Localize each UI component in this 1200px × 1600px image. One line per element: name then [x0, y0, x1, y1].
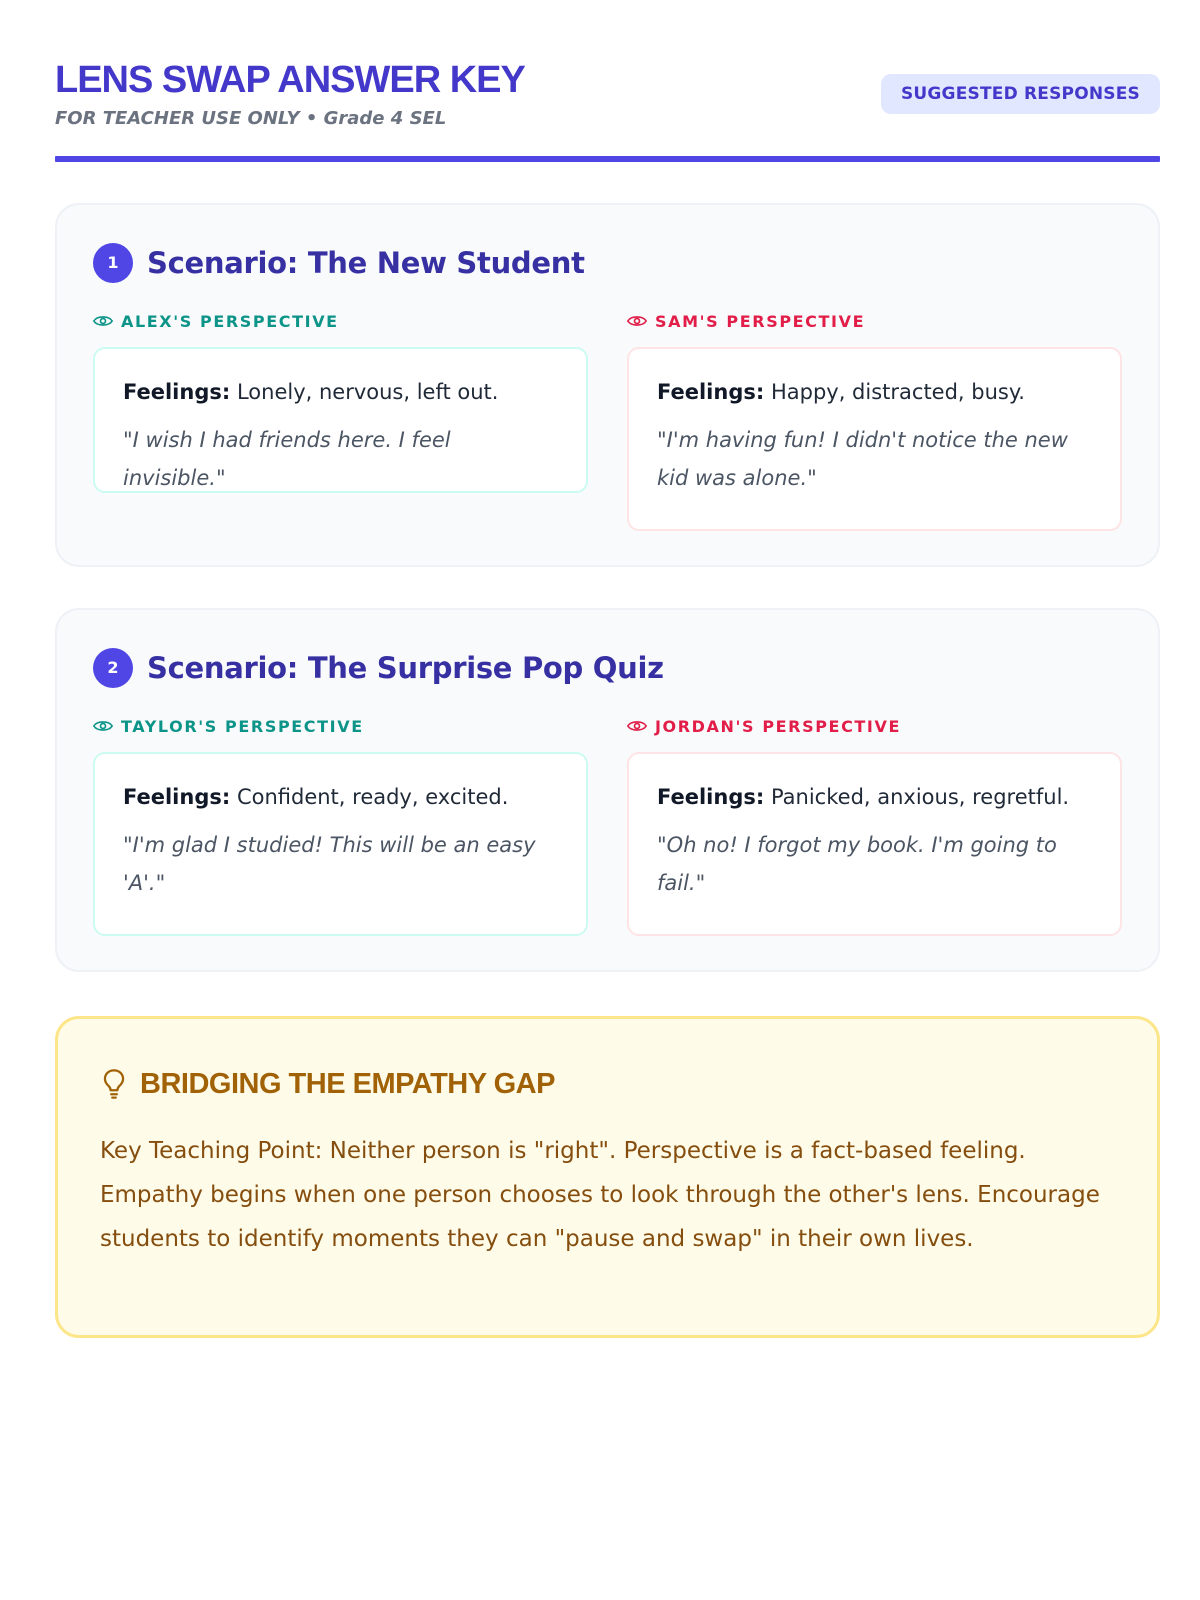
perspective-label-right — [627, 716, 901, 736]
scenario-number-badge: 1 — [93, 243, 133, 283]
perspective-card-left — [93, 752, 588, 936]
feelings-line — [123, 377, 558, 407]
tip-title: BRIDGING THE EMPATHY GAP — [140, 1067, 555, 1100]
feelings-label: Feelings: — [657, 380, 765, 404]
scenario-number-badge: 2 — [93, 648, 133, 688]
scenario-title: Scenario: The Surprise Pop Quiz — [147, 651, 664, 685]
perspective-quote: "I'm having fun! I didn't notice the new kid was alone." — [657, 428, 1068, 490]
perspective-card-right — [627, 752, 1122, 936]
page-title: LENS SWAP ANSWER KEY — [55, 59, 525, 101]
feelings-label: Feelings: — [123, 785, 231, 809]
perspective-label-left — [93, 716, 364, 736]
feelings-label: Feelings: — [123, 380, 231, 404]
tip-heading — [100, 1067, 555, 1101]
scenario-title: Scenario: The New Student — [147, 246, 585, 280]
eye-icon — [93, 718, 113, 734]
page-subtitle: FOR TEACHER USE ONLY • Grade 4 SEL — [55, 108, 447, 129]
scenario-heading — [93, 243, 585, 283]
eye-icon — [93, 313, 113, 329]
page-header — [55, 58, 1160, 162]
feelings-line — [657, 377, 1092, 407]
perspective-quote: "I wish I had friends here. I feel invisible." — [123, 428, 451, 490]
feelings-line — [123, 782, 558, 812]
eye-icon — [627, 313, 647, 329]
perspective-label-text: SAM'S PERSPECTIVE — [655, 311, 866, 331]
perspective-quote: "Oh no! I forgot my book. I'm going to fail." — [657, 833, 1057, 895]
perspective-label-left — [93, 311, 339, 331]
perspective-card-left — [93, 347, 588, 493]
perspective-label-right — [627, 311, 865, 331]
perspective-card-right — [627, 347, 1122, 531]
perspective-label-text: JORDAN'S PERSPECTIVE — [655, 716, 901, 736]
feelings-text: Confident, ready, excited. — [236, 785, 509, 809]
suggested-responses-badge: SUGGESTED RESPONSES — [881, 74, 1160, 114]
perspective-label-text: ALEX'S PERSPECTIVE — [121, 311, 339, 331]
feelings-text: Happy, distracted, busy. — [770, 380, 1025, 404]
feelings-line — [657, 782, 1092, 812]
scenario-card-1 — [55, 203, 1160, 567]
feelings-text: Panicked, anxious, regretful. — [770, 785, 1070, 809]
eye-icon — [627, 718, 647, 734]
perspective-label-text: TAYLOR'S PERSPECTIVE — [121, 716, 364, 736]
teaching-tip-box — [55, 1016, 1160, 1338]
header-divider — [55, 156, 1160, 162]
feelings-label: Feelings: — [657, 785, 765, 809]
scenario-heading — [93, 648, 664, 688]
scenario-card-2 — [55, 608, 1160, 972]
lightbulb-icon — [100, 1067, 128, 1101]
feelings-text: Lonely, nervous, left out. — [236, 380, 499, 404]
perspective-quote: "I'm glad I studied! This will be an easy 'A'." — [123, 833, 536, 895]
tip-body: Key Teaching Point: Neither person is "right". Perspective is a fact-based feeling. Empathy begins when one person chooses to look through the other's lens. Encourage students to identify moments they can "pause and swap" in their own lives. — [100, 1138, 1100, 1252]
